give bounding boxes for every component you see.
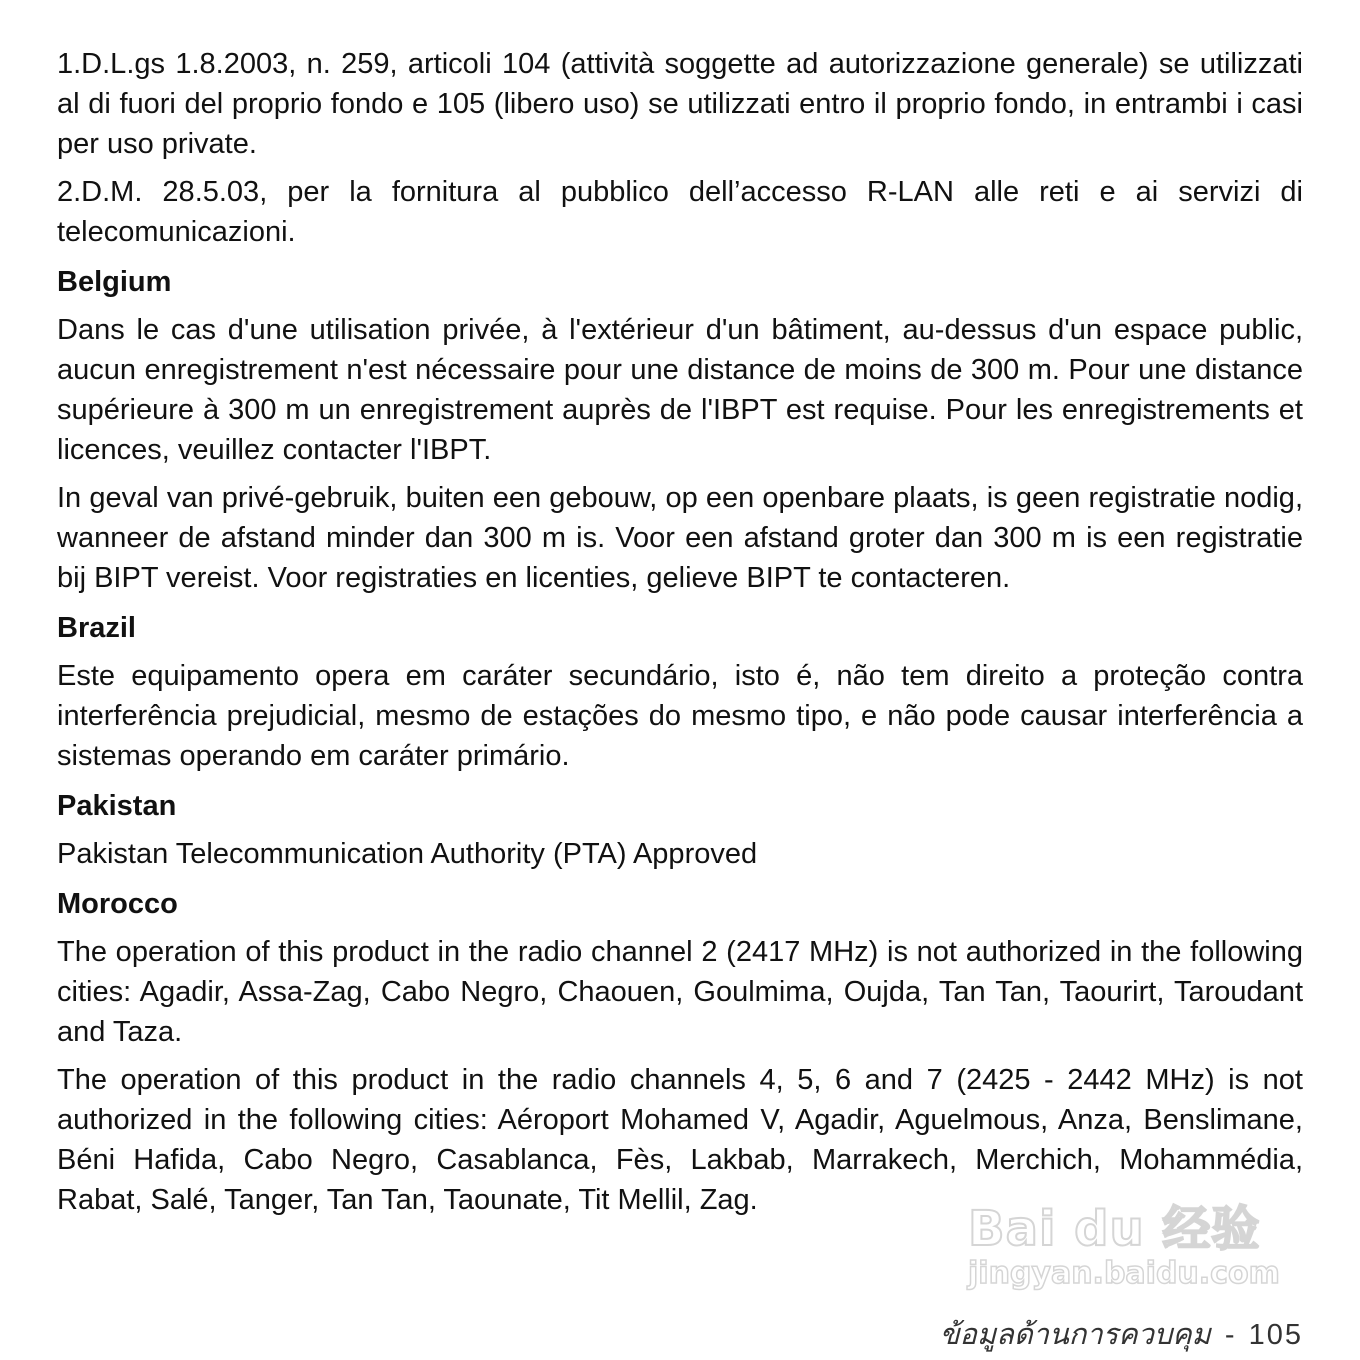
document-body — [57, 44, 1303, 1228]
page-footer — [940, 1314, 1303, 1355]
paragraph-pakistan: Pakistan Telecommunication Authority (PTA) Approved — [57, 838, 758, 870]
page-number: 105 — [1248, 1319, 1303, 1351]
paragraph-morocco-1: The operation of this product in the radio channel 2 (2417 MHz) is not authorized in the following cities: Agadir, Assa-Zag, Cabo Negro, Chaouen, Goulmima, Oujda, Tan Tan, Taourirt, Taroudant and Taza. — [57, 936, 1303, 1048]
footer-separator: - — [1224, 1319, 1235, 1351]
paragraph-morocco-2: The operation of this product in the radio channels 4, 5, 6 and 7 (2425 - 2442 MHz) is not authorized in the following cities: Aéroport Mohamed V, Agadir, Aguelmous, Anza, Benslimane, Béni Hafida, Cabo Negro, Casablanca, Fès, Lakbab, Marrakech, Merchich, Mohammédia, Rabat, Salé, Tanger, Tan Tan, Taounate, Tit Mellil, Zag. — [57, 1064, 1303, 1216]
footer-section-title: ข้อมูลด้านการควบคุม — [939, 1317, 1211, 1351]
paragraph-belgium-french: Dans le cas d'une utilisation privée, à l'extérieur d'un bâtiment, au-dessus d'un espace public, aucun enregistrement n'est nécessaire pour une distance de moins de 300 m. Pour une distance supérieure à 300 m un enregistrement auprès de l'IBPT est requise. Pour les enregistrements et licences, veuillez contacter l'IBPT. — [57, 314, 1303, 466]
paragraph-italy-2: 2.D.M. 28.5.03, per la fornitura al pubblico dell’accesso R-LAN alle reti e ai servizi di telecomunicazioni. — [57, 176, 1303, 248]
heading-morocco: Morocco — [57, 888, 178, 920]
heading-pakistan: Pakistan — [57, 790, 177, 822]
watermark-logo-text: Bai du 经验 — [968, 1201, 1261, 1257]
paragraph-brazil: Este equipamento opera em caráter secundário, isto é, não tem direito a proteção contra interferência prejudicial, mesmo de estações do mesmo tipo, e não pode causar interferência a sistemas operando em caráter primário. — [57, 660, 1303, 772]
watermark-url-text: jingyan.baidu.com — [968, 1256, 1280, 1291]
paragraph-belgium-dutch: In geval van privé-gebruik, buiten een gebouw, op een openbare plaats, is geen registratie nodig, wanneer de afstand minder dan 300 m is. Voor een afstand groter dan 300 m is een registratie bij BIPT vereist. Voor registraties en licenties, gelieve BIPT te contacteren. — [57, 482, 1303, 594]
paragraph-italy-1: 1.D.L.gs 1.8.2003, n. 259, articoli 104 (attività soggette ad autorizzazione generale) se utilizzati al di fuori del proprio fondo e 105 (libero uso) se utilizzati entro il proprio fondo, in entrambi i casi per uso private. — [57, 48, 1303, 160]
heading-belgium: Belgium — [57, 266, 172, 298]
heading-brazil: Brazil — [57, 612, 136, 644]
